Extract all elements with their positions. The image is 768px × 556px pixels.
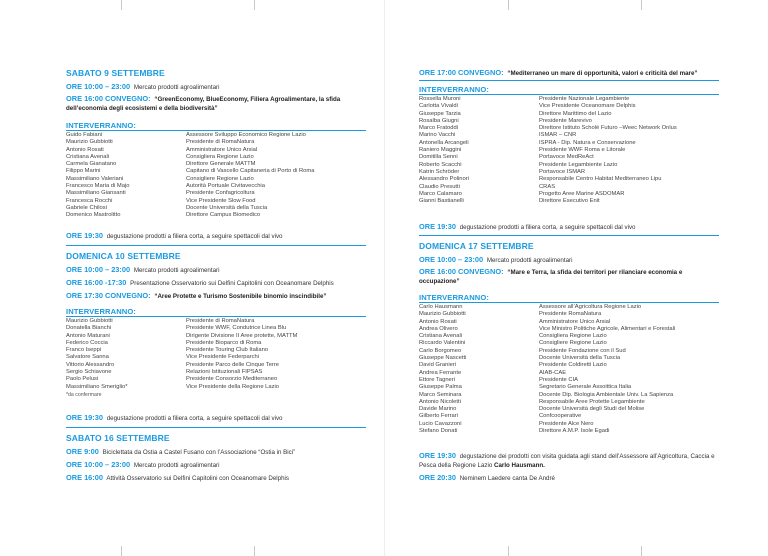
speaker-row: [419, 392, 675, 399]
speaker-role: Presidente Alce Nero: [539, 420, 594, 427]
speaker-name: Andrea Ferrante: [419, 369, 462, 376]
event-line: [419, 68, 719, 78]
day-heading: DOMENICA 10 SETTEMBRE: [66, 251, 181, 261]
speakers-table: [66, 132, 314, 220]
speaker-name: Antonio Nicoletti: [419, 398, 461, 405]
event-line: [419, 222, 719, 232]
speaker-row: [419, 169, 677, 176]
speaker-row: [66, 132, 314, 139]
event-time: ORE 19:30: [419, 451, 456, 460]
speaker-role: Docente Dip. Biologia Ambientale Univ. La Sapienza: [539, 391, 674, 398]
speaker-row: [419, 147, 677, 154]
day-heading: DOMENICA 17 SETTEMBRE: [419, 241, 534, 251]
speaker-role: Assessore all’Agricoltura Regione Lazio: [539, 304, 642, 310]
speaker-role: Autorità Portuale Civitavecchia: [186, 183, 265, 190]
speaker-row: [419, 348, 675, 355]
speaker-row: [66, 168, 314, 175]
speaker-role: Docente Università degli Studi del Molise: [539, 406, 645, 413]
speaker-role: Direttore Marittimo del Lazio: [539, 110, 612, 117]
speaker-role: Responsabile Centro Habitat Mediterraneo Lipu: [539, 176, 662, 183]
speaker-row: [66, 340, 297, 347]
speaker-name: Rosalba Giugni: [419, 117, 459, 124]
speaker-name: Cristiana Avenali: [419, 333, 463, 340]
speaker-row: [419, 319, 675, 326]
speaker-row: [419, 111, 677, 118]
speaker-row: [419, 304, 675, 311]
speaker-role: Vice Presidente Slow Food: [186, 197, 256, 204]
speaker-row: [66, 384, 297, 391]
speaker-role: Direttore Esecutivo Enit: [539, 198, 600, 205]
crop-mark: [508, 546, 509, 556]
speaker-name: Stefano Donati: [419, 428, 458, 435]
speaker-role: Presidente Confagricoltura: [186, 190, 255, 197]
speaker-name: Domenico Mastrolitto: [66, 212, 121, 219]
speaker-row: [419, 154, 677, 161]
speaker-role: Portavoce ISMAR: [539, 168, 586, 175]
event-time: ORE 16:00 CONVEGNO:: [66, 94, 151, 103]
event-time: ORE 20:30: [419, 473, 456, 482]
event-text: degustazione prodotti a filiera corta, a seguire spettacoli dal vivo: [459, 224, 636, 231]
speaker-name: Gabriele Chilosi: [66, 204, 107, 211]
event-time: ORE 19:30: [66, 413, 103, 422]
event-time: ORE 17:30 CONVEGNO:: [66, 291, 151, 300]
crop-mark: [254, 0, 255, 10]
speaker-row: [66, 369, 297, 376]
divider: [66, 427, 366, 428]
speaker-role: Presidente Bioparco di Roma: [186, 339, 262, 346]
event-line: [66, 473, 366, 483]
speakers-table: [419, 304, 675, 435]
speaker-role: Presidente Fondazione con il Sud: [539, 347, 626, 354]
event-line: [66, 82, 366, 92]
speaker-role: Segretario Generale Assoittica Italia: [539, 384, 632, 391]
speaker-role: Presidente Nazionale Legambiente: [539, 96, 630, 102]
event-line: [419, 255, 719, 265]
speaker-role: Progetto Aree Marine ASDOMAR: [539, 190, 625, 197]
crop-mark: [121, 546, 122, 556]
speaker-name: Maurizio Gubbiotti: [419, 311, 466, 318]
speaker-role: Direttore Campus Biomedico: [186, 212, 261, 219]
speaker-role: Vice Presidente Federparchi: [186, 354, 260, 361]
speaker-name: Carlo Borgomeo: [419, 347, 462, 354]
speaker-name: Vittorio Alessandro: [66, 361, 115, 368]
speaker-row: [419, 162, 677, 169]
event-line: [66, 94, 364, 113]
event-time: ORE 19:30: [66, 231, 103, 240]
speaker-role: Relazioni Istituzionali FIPSAS: [186, 369, 263, 376]
event-line: [419, 451, 719, 470]
speaker-role: ISMAR – CNR: [539, 132, 577, 139]
event-text: Biciclettata da Ostia a Castel Fusano con l’Associazione “Ostia in Bici”: [102, 449, 296, 456]
event-time: ORE 10:00 – 23:00: [419, 255, 484, 264]
event-text: Presentazione Osservatorio sui Delfini Capitolini con Oceanomare Delphis: [130, 280, 334, 287]
speakers-heading: INTERVERRANNO:: [66, 307, 137, 316]
speaker-role: Presidente di RomaNatura: [186, 318, 255, 324]
speaker-name: Carlotta Vivaldi: [419, 103, 458, 110]
speaker-row: [419, 384, 675, 391]
speaker-role: Dirigente Divisione II Aree protette, MATTM: [186, 332, 298, 339]
speaker-role: Vice Presidente Oceanomare Delphis: [539, 103, 636, 110]
speaker-name: Marco Fratoddi: [419, 125, 458, 132]
event-text: Mercato prodotti agroalimentari: [133, 267, 220, 274]
event-text: Attività Osservatorio sui Delfini Capitolini con Oceanomare Delphis: [106, 475, 289, 482]
speaker-row: [66, 333, 297, 340]
speaker-role: Presidente Consorzio Mediterraneo: [186, 376, 278, 383]
event-time: ORE 16:00: [66, 473, 103, 482]
speaker-name: Rossella Muroni: [419, 96, 461, 102]
divider: [419, 302, 719, 303]
speaker-role: Presidente Touring Club Italiano: [186, 347, 269, 354]
speaker-row: [66, 325, 297, 332]
speaker-role: Direttore Istituto Scholé Futuro –Weec Network Onlus: [539, 125, 677, 132]
speaker-name: Massimiliano Smeriglio*: [66, 383, 128, 390]
speaker-row: [66, 318, 297, 325]
speaker-role: Consigliere Regione Lazio: [539, 340, 607, 347]
speakers-heading: INTERVERRANNO:: [66, 121, 137, 130]
speaker-row: [66, 139, 314, 146]
speaker-role: Presidente WWF, Condutrice Linea Blu: [186, 325, 287, 332]
speaker-row: [419, 377, 675, 384]
speaker-name: Sergio Schiavone: [66, 369, 112, 376]
speaker-row: [419, 421, 675, 428]
event-line: [66, 278, 366, 288]
event-line: [419, 267, 717, 286]
footnote: *da confermare: [66, 392, 102, 398]
speaker-role: Capitano di Vascello Capitaneria di Porto di Roma: [186, 168, 315, 175]
speaker-row: [419, 176, 677, 183]
speaker-role: Amministratore Unico Arsial: [186, 146, 258, 153]
speaker-role: Presidente Legambiente Lazio: [539, 161, 618, 168]
speaker-row: [419, 326, 675, 333]
speaker-role: CRAS: [539, 183, 556, 190]
day-heading: SABATO 9 SETTEMBRE: [66, 68, 165, 78]
speaker-role: Presidente Coldiretti Lazio: [539, 362, 607, 369]
event-time: ORE 10:00 – 23:00: [66, 265, 131, 274]
speaker-name: Federico Coccia: [66, 339, 108, 346]
speaker-role: Presidente CIA: [539, 376, 578, 383]
speaker-role: Consigliera Regione Lazio: [539, 333, 607, 340]
speaker-row: [419, 333, 675, 340]
event-time: ORE 9:00: [66, 447, 99, 456]
event-line: [66, 265, 366, 275]
speaker-role: Vice Ministro Politiche Agricole, Alimentari e Forestali: [539, 325, 676, 332]
speaker-role: Assessore Sviluppo Economico Regione Lazio: [186, 132, 306, 138]
speaker-role: Portavoce MedReAct: [539, 154, 594, 161]
speaker-name: Riccardo Valentini: [419, 340, 466, 347]
speakers-table: [419, 96, 677, 205]
speaker-name: Cristiana Avenali: [66, 153, 110, 160]
speaker-name: Ettore Tagneri: [419, 376, 455, 383]
speaker-row: [66, 154, 314, 161]
event-time: ORE 10:00 – 23:00: [66, 82, 131, 91]
speakers-heading: INTERVERRANNO:: [419, 85, 490, 94]
speaker-row: [66, 212, 314, 219]
event-text: “GreenEconomy, BlueEconomy, Filiera Agroalimentare, la sfida dell’economia degli ecosistemi e della biodiversità”: [66, 96, 341, 112]
speaker-name: Giuseppe Palma: [419, 384, 462, 391]
speaker-row: [419, 125, 677, 132]
speaker-name: Francesco Maria di Majo: [66, 183, 130, 190]
crop-mark: [121, 0, 122, 10]
speaker-row: [66, 183, 314, 190]
speaker-row: [419, 103, 677, 110]
speaker-name: Claudio Presutti: [419, 183, 460, 190]
speaker-row: [66, 354, 297, 361]
speaker-role: Responsabile Aree Protette Legambiente: [539, 398, 645, 405]
speaker-row: [419, 362, 675, 369]
speaker-row: [419, 140, 677, 147]
speaker-row: [419, 96, 677, 103]
crop-mark: [641, 546, 642, 556]
speaker-role: Presidente WWF Roma e Litorale: [539, 147, 626, 154]
crop-mark: [254, 546, 255, 556]
speaker-role: Vice Presidente della Regione Lazio: [186, 383, 280, 390]
speaker-name: Massimiliano Valeriani: [66, 175, 124, 182]
event-text-bold: Carlo Hausmann.: [494, 462, 545, 469]
speaker-name: Maurizio Gubbiotti: [66, 139, 113, 146]
event-text: “Mare e Terra, la sfida dei territori per rilanciare economia e occupazione”: [419, 269, 683, 285]
event-time: ORE 16:00 -17:30: [66, 278, 127, 287]
speaker-role: Confcooperative: [539, 413, 582, 420]
event-text: degustazione prodotti a filiera corta, a seguire spettacoli dal vivo: [106, 233, 283, 240]
speaker-row: [419, 311, 675, 318]
speaker-name: David Granieri: [419, 362, 457, 369]
speaker-row: [419, 198, 677, 205]
speaker-name: Davide Marino: [419, 406, 457, 413]
event-text: degustazione prodotti a filiera corta, a seguire spettacoli dal vivo: [106, 415, 283, 422]
event-text: Neminem Laedere canta De André: [459, 475, 555, 482]
speaker-name: Massimiliano Giansanti: [66, 190, 126, 197]
speaker-name: Giuseppe Nascetti: [419, 355, 467, 362]
speaker-row: [419, 184, 677, 191]
speaker-row: [419, 428, 675, 435]
speaker-role: Presidente RomaNatura: [539, 311, 602, 318]
speaker-name: Antonella Arcangeli: [419, 139, 469, 146]
speaker-row: [419, 340, 675, 347]
speaker-role: Consigliera Regione Lazio: [186, 153, 254, 160]
speaker-name: Marco Seminara: [419, 391, 462, 398]
speaker-name: Alessandro Polinori: [419, 176, 469, 183]
speaker-name: Domitilla Senni: [419, 154, 458, 161]
speaker-row: [419, 118, 677, 125]
speaker-name: Salvatore Sanna: [66, 354, 109, 361]
speaker-row: [66, 362, 297, 369]
speaker-row: [419, 406, 675, 413]
speaker-name: Marino Vacchi: [419, 132, 456, 139]
speaker-role: AIAB-CAE: [539, 369, 567, 376]
event-time: ORE 10:00 – 23:00: [66, 460, 131, 469]
page-fold: [384, 0, 385, 556]
speaker-role: Docente Università della Tuscia: [539, 355, 621, 362]
speaker-name: Andrea Olivero: [419, 325, 458, 332]
speaker-name: Antonio Rosati: [419, 318, 457, 325]
event-line: [66, 291, 366, 301]
event-line: [66, 413, 366, 423]
event-text: Mercato prodotti agroalimentari: [133, 84, 220, 91]
speaker-row: [66, 147, 314, 154]
event-line: [66, 231, 366, 241]
event-text: degustazione dei prodotti con visita guidata agli stand dell’Assessore all’Agricoltura, Caccia e Pesca della Regione Lazio: [419, 453, 715, 469]
event-text: Mercato prodotti agroalimentari: [486, 257, 573, 264]
speakers-table: [66, 318, 297, 391]
speaker-name: Carlo Hausmann: [419, 304, 463, 310]
speaker-name: Raniero Maggini: [419, 147, 462, 154]
speaker-role: Amministratore Unico Arsial: [539, 318, 611, 325]
speaker-role: Presidente Parco delle Cinque Terre: [186, 361, 280, 368]
speaker-role: Direttore Generale MATTM: [186, 161, 256, 168]
speaker-role: Consigliere Regione Lazio: [186, 175, 254, 182]
speaker-name: Filippo Marini: [66, 168, 101, 175]
speaker-role: Docente Università della Tuscia: [186, 204, 268, 211]
speaker-name: Marco Calamaro: [419, 190, 462, 197]
speaker-name: Antonio Maturani: [66, 332, 110, 339]
speaker-name: Franco Iseppi: [66, 347, 102, 354]
crop-mark: [508, 0, 509, 10]
event-text: “Mediterraneo un mare di opportunità, valori e criticità del mare”: [507, 70, 698, 77]
speaker-row: [419, 399, 675, 406]
speaker-name: Gilberto Ferrari: [419, 413, 458, 420]
event-line: [419, 473, 719, 483]
divider: [66, 130, 366, 131]
speaker-name: Lucio Cavazzoni: [419, 420, 462, 427]
speaker-row: [419, 355, 675, 362]
speaker-name: Katrin Schröder: [419, 168, 460, 175]
speaker-name: Maurizio Gubbiotti: [66, 318, 113, 324]
speaker-row: [66, 347, 297, 354]
divider: [419, 80, 719, 81]
speaker-row: [66, 376, 297, 383]
event-text: Mercato prodotti agroalimentari: [133, 462, 220, 469]
speaker-role: ISPRA - Dip. Natura e Conservazione: [539, 139, 636, 146]
speaker-row: [66, 205, 314, 212]
speaker-name: Giuseppe Tarzia: [419, 110, 461, 117]
speaker-name: Donatella Bianchi: [66, 325, 112, 332]
speaker-row: [419, 370, 675, 377]
event-text: “Aree Protette e Turismo Sostenibile binomio inscindibile”: [154, 293, 327, 300]
divider: [419, 94, 719, 95]
speaker-row: [66, 176, 314, 183]
speaker-role: Presidente Marevivo: [539, 117, 592, 124]
event-time: ORE 17:00 CONVEGNO:: [419, 68, 504, 77]
speaker-name: Roberto Scacchi: [419, 161, 462, 168]
divider: [66, 316, 366, 317]
speaker-row: [419, 191, 677, 198]
speaker-row: [419, 132, 677, 139]
speaker-name: Guido Fabiani: [66, 132, 103, 138]
divider: [66, 245, 366, 246]
speaker-name: Francesca Rocchi: [66, 197, 113, 204]
speakers-heading: INTERVERRANNO:: [419, 293, 490, 302]
event-line: [66, 447, 366, 457]
speaker-name: Antonio Rosati: [66, 146, 104, 153]
speaker-name: Gianni Bastianelli: [419, 198, 464, 205]
speaker-role: Direttore A.M.P. Isole Egadi: [539, 428, 610, 435]
event-time: ORE 16:00 CONVEGNO:: [419, 267, 504, 276]
speaker-name: Carmela Gianatano: [66, 161, 117, 168]
event-time: ORE 19:30: [419, 222, 456, 231]
divider: [419, 235, 719, 236]
day-heading: SABATO 16 SETTEMBRE: [66, 433, 170, 443]
crop-mark: [641, 0, 642, 10]
event-line: [66, 460, 366, 470]
speaker-name: Paolo Pelusi: [66, 376, 99, 383]
speaker-role: Presidente di RomaNatura: [186, 139, 255, 146]
speaker-row: [66, 161, 314, 168]
speaker-row: [66, 198, 314, 205]
speaker-row: [419, 413, 675, 420]
speaker-row: [66, 190, 314, 197]
